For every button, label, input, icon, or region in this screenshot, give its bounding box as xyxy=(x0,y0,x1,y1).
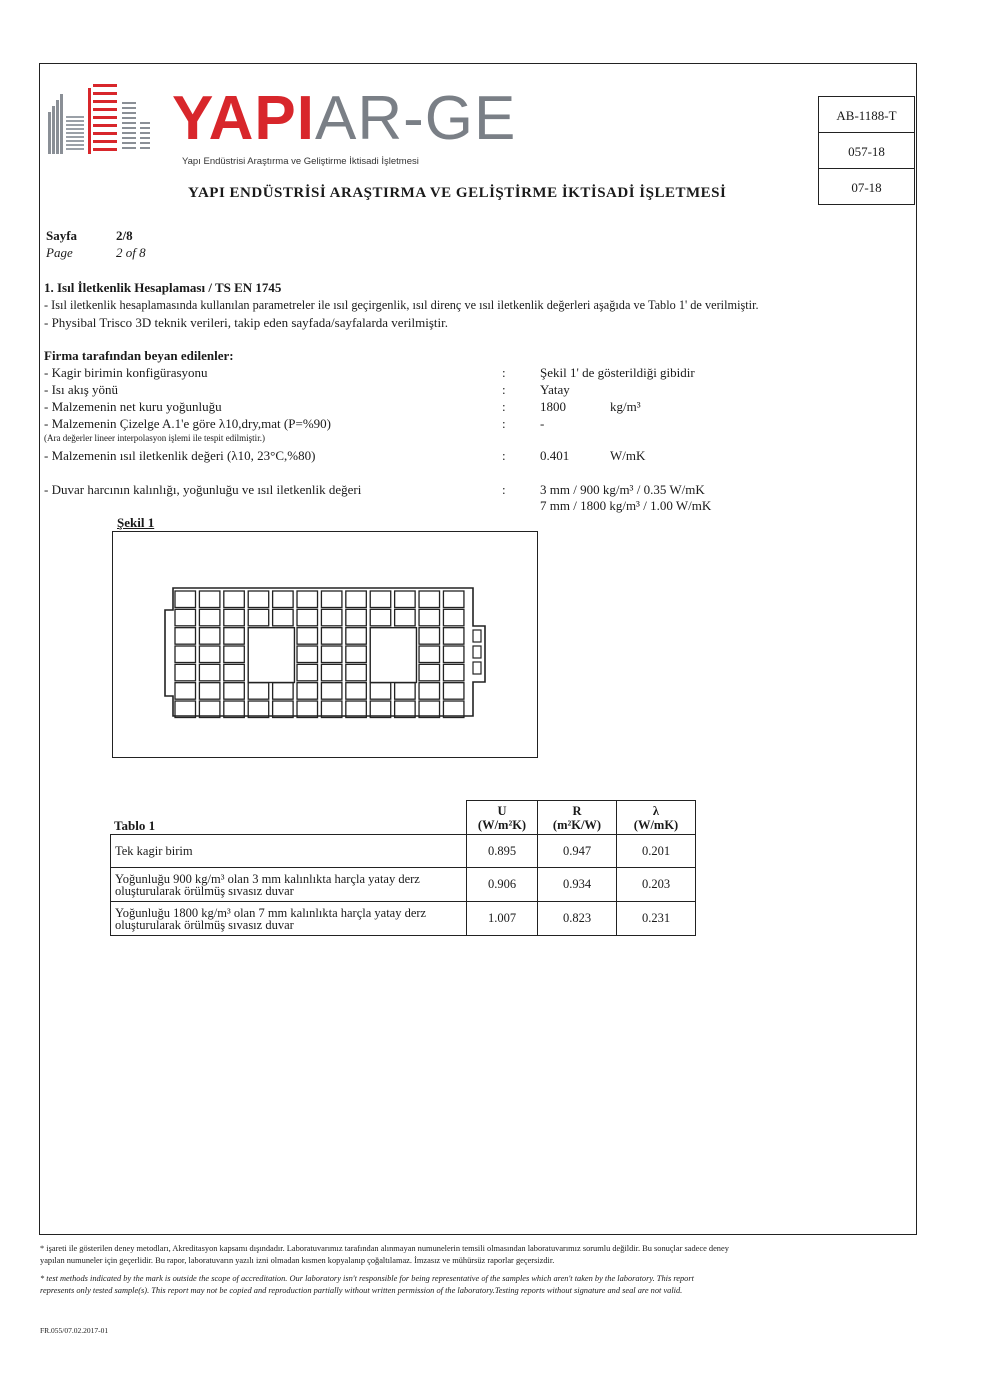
section-line-2: - Physibal Trisco 3D teknik verileri, takip eden sayfada/sayfalarda verilmiştir. xyxy=(44,315,448,330)
brick-cell xyxy=(199,701,220,718)
declared-colon-5: : xyxy=(502,448,506,463)
brick-cell xyxy=(297,701,318,718)
figure-box xyxy=(112,531,538,758)
logo-red-text: YAPI xyxy=(172,84,316,153)
brick-cell xyxy=(321,683,342,700)
page-label: Page xyxy=(46,245,73,260)
brick-cell xyxy=(419,701,440,718)
brick-cell xyxy=(175,683,196,700)
brick-cell xyxy=(224,591,245,608)
brick-cell xyxy=(297,609,318,626)
brick-cell xyxy=(273,591,294,608)
brick-cell xyxy=(395,609,416,626)
sayfa-value: 2/8 xyxy=(116,228,133,243)
brick-void xyxy=(370,628,416,683)
row-2-r: 0.934 xyxy=(538,868,617,902)
form-code: FR.055/07.02.2017-01 xyxy=(40,1326,109,1335)
declared-colon-1: : xyxy=(502,365,506,380)
declared-label-6: - Duvar harcının kalınlığı, yoğunluğu ve ısıl iletkenlik değeri xyxy=(44,482,362,497)
brick-cell xyxy=(443,664,464,681)
brick-cross-section-diagram xyxy=(113,532,536,756)
brick-cell xyxy=(395,591,416,608)
brick-cell xyxy=(346,683,367,700)
brick-cell xyxy=(199,683,220,700)
row-1-label: Tek kagir birim xyxy=(115,844,193,858)
declared-value-3: 1800 xyxy=(540,399,566,414)
row-2-lambda: 0.203 xyxy=(617,868,696,902)
brick-cell xyxy=(419,628,440,645)
brick-cell xyxy=(248,683,269,700)
footer-tr-line-2: yapılan numuneler için geçerlidir. Bu rapor, laboratuvarın yazılı izni olmadan kısmen kopyalanıp çoğaltılamaz. İmzasız ve mühürsüz raporlar geçersizdir. xyxy=(40,1256,555,1265)
header-lambda-sym: λ xyxy=(652,803,660,818)
declared-label-1: - Kagir birimin konfigürasyonu xyxy=(44,365,208,380)
page-value: 2 of 8 xyxy=(116,245,146,260)
table-row xyxy=(111,835,696,868)
table1-title: Tablo 1 xyxy=(114,818,156,833)
brick-cell xyxy=(419,646,440,663)
brick-cell xyxy=(321,628,342,645)
brick-cell xyxy=(199,628,220,645)
declared-value-5: 0.401 xyxy=(540,448,570,463)
brick-cell xyxy=(224,683,245,700)
brick-cell xyxy=(175,701,196,718)
section-heading: 1. Isıl İletkenlik Hesaplaması / TS EN 1745 xyxy=(44,280,282,295)
brick-cell xyxy=(199,609,220,626)
header-u-sym: U xyxy=(497,803,507,818)
declared-colon-4: : xyxy=(502,416,506,431)
brick-cell xyxy=(321,591,342,608)
brick-cell xyxy=(224,628,245,645)
brick-cell xyxy=(443,609,464,626)
footer-en-line-1: * test methods indicated by the mark is outside the scope of accreditation. Our laboratory isn't responsible for being representative of the samples which aren't taken by the laboratory. This report xyxy=(40,1274,694,1283)
footer-tr-line-1: * işareti ile gösterilen deney metodları, Akreditasyon kapsamı dışındadır. Laboratuvarımız tarafından alınmayan numunelerin temsili olmasından laboratuvarımız sorumlu değildir. Bu sonuçlar sadece deney xyxy=(40,1244,729,1253)
brick-cell xyxy=(443,683,464,700)
report-date: 07-18 xyxy=(851,180,882,195)
brick-cell xyxy=(346,664,367,681)
row-2-label-2: oluşturularak örülmüş sıvasız duvar xyxy=(115,883,294,898)
brick-cell xyxy=(443,628,464,645)
row-1-r: 0.947 xyxy=(538,835,617,868)
declared-label-3: - Malzemenin net kuru yoğunluğu xyxy=(44,399,222,414)
brick-grip-cell xyxy=(473,662,481,674)
brick-cell xyxy=(248,701,269,718)
declared-value-6: 3 mm / 900 kg/m³ / 0.35 W/mK xyxy=(540,482,705,497)
row-3-u: 1.007 xyxy=(467,902,538,936)
brick-cell xyxy=(175,591,196,608)
header-u xyxy=(467,801,538,835)
brick-cell xyxy=(370,701,391,718)
row-3-lambda: 0.231 xyxy=(617,902,696,936)
declared-label-2: - Isı akış yönü xyxy=(44,382,119,397)
brick-cell xyxy=(346,628,367,645)
brick-cell xyxy=(297,683,318,700)
brick-cell xyxy=(273,701,294,718)
brick-cell xyxy=(443,646,464,663)
brick-cell xyxy=(346,646,367,663)
brick-cell xyxy=(297,628,318,645)
brick-cell xyxy=(199,664,220,681)
interpolation-note: (Ara değerler lineer interpolasyon işlemi ile tespit edilmiştir.) xyxy=(44,433,265,443)
table-row xyxy=(111,902,696,936)
sayfa-label: Sayfa xyxy=(46,228,78,243)
header-r xyxy=(538,801,617,835)
brick-cell xyxy=(175,646,196,663)
brick-cell xyxy=(346,701,367,718)
brick-cell xyxy=(297,664,318,681)
brick-cell xyxy=(346,591,367,608)
brick-cell xyxy=(273,683,294,700)
declared-label-4: - Malzemenin Çizelge A.1'e göre λ10,dry,mat (P=%90) xyxy=(44,416,331,431)
brick-cell xyxy=(175,664,196,681)
brick-cell xyxy=(370,591,391,608)
row-3-label-2: oluşturularak örülmüş sıvasız duvar xyxy=(115,917,294,932)
declared-heading: Firma tarafından beyan edilenler: xyxy=(44,348,234,363)
brick-cell xyxy=(273,609,294,626)
declared-value-1: Şekil 1' de gösterildiği gibidir xyxy=(540,365,695,380)
row-3-r: 0.823 xyxy=(538,902,617,936)
brick-cell xyxy=(443,701,464,718)
row-1-lambda: 0.201 xyxy=(617,835,696,868)
brick-cell xyxy=(224,646,245,663)
brick-cell xyxy=(224,609,245,626)
header-u-unit: (W/m²K) xyxy=(477,817,527,832)
brick-cell xyxy=(370,683,391,700)
report-code-box xyxy=(818,96,915,205)
logo-subtitle: Yapı Endüstrisi Araştırma ve Geliştirme İktisadi İşletmesi xyxy=(182,156,419,167)
section-line-1: - Isıl iletkenlik hesaplamasında kullanılan parametreler ile ısıl geçirgenlik, ısıl direnç ve ısıl iletkenlik değerleri aşağıda ve Tablo 1' de verilmiştir. xyxy=(44,298,759,312)
declared-label-5: - Malzemenin ısıl iletkenlik değeri (λ10, 23°C,%80) xyxy=(44,448,316,463)
report-number: 057-18 xyxy=(819,133,914,169)
header-r-unit: (m²K/W) xyxy=(552,817,602,832)
row-1-u: 0.895 xyxy=(467,835,538,868)
brick-cell xyxy=(321,664,342,681)
declared-unit-3: kg/m³ xyxy=(610,399,641,414)
declared-value-4: - xyxy=(540,416,545,431)
brick-grip-cell xyxy=(473,646,481,658)
brick-cell xyxy=(395,683,416,700)
declared-colon-6: : xyxy=(502,482,506,497)
row-2-label-1: Yoğunluğu 900 kg/m³ olan 3 mm kalınlıkta harçla yatay derz xyxy=(115,871,420,886)
brick-cell xyxy=(199,591,220,608)
brick-cell xyxy=(346,609,367,626)
brick-cell xyxy=(175,628,196,645)
brick-cell xyxy=(224,664,245,681)
brick-grip-cell xyxy=(473,630,481,642)
row-2-u: 0.906 xyxy=(467,868,538,902)
brick-cell xyxy=(370,609,391,626)
figure-label: Şekil 1 xyxy=(117,515,155,530)
brick-cell xyxy=(443,591,464,608)
brick-cell xyxy=(395,701,416,718)
organization-title: YAPI ENDÜSTRİSİ ARAŞTIRMA VE GELİŞTİRME İKTİSADİ İŞLETMESİ xyxy=(188,185,727,201)
brick-cell xyxy=(321,701,342,718)
mortar-value-2: 7 mm / 1800 kg/m³ / 1.00 W/mK xyxy=(540,498,712,513)
header-lambda-unit: (W/mK) xyxy=(633,817,679,832)
brick-cell xyxy=(419,683,440,700)
header-lambda xyxy=(617,801,696,835)
table1 xyxy=(110,800,696,936)
brick-cell xyxy=(297,591,318,608)
brick-cell xyxy=(224,701,245,718)
brick-cell xyxy=(419,591,440,608)
brick-cell xyxy=(248,609,269,626)
brick-cell xyxy=(321,646,342,663)
logo-wordmark xyxy=(172,84,517,153)
declared-value-2: Yatay xyxy=(540,382,570,397)
declared-unit-5: W/mK xyxy=(610,448,646,463)
report-code: AB-1188-T xyxy=(819,97,914,133)
brick-void xyxy=(248,628,294,683)
logo-grey-text: AR-GE xyxy=(315,84,517,153)
brick-cell xyxy=(297,646,318,663)
brick-cell xyxy=(419,609,440,626)
row-3-label-1: Yoğunluğu 1800 kg/m³ olan 7 mm kalınlıkta harçla yatay derz xyxy=(115,905,427,920)
building-logo-icon xyxy=(48,82,166,160)
brick-cell xyxy=(199,646,220,663)
brick-cell xyxy=(175,609,196,626)
brick-cell xyxy=(248,591,269,608)
declared-colon-3: : xyxy=(502,399,506,414)
footer-en-line-2: represents only tested sample(s). This report may not be copied and reproduction partially without written permission of the laboratory.Testing reports without signature and seal are not valid. xyxy=(40,1286,683,1295)
header-r-sym: R xyxy=(572,803,582,818)
declared-colon-2: : xyxy=(502,382,506,397)
table-row xyxy=(111,868,696,902)
brick-cell xyxy=(321,609,342,626)
brick-cell xyxy=(419,664,440,681)
